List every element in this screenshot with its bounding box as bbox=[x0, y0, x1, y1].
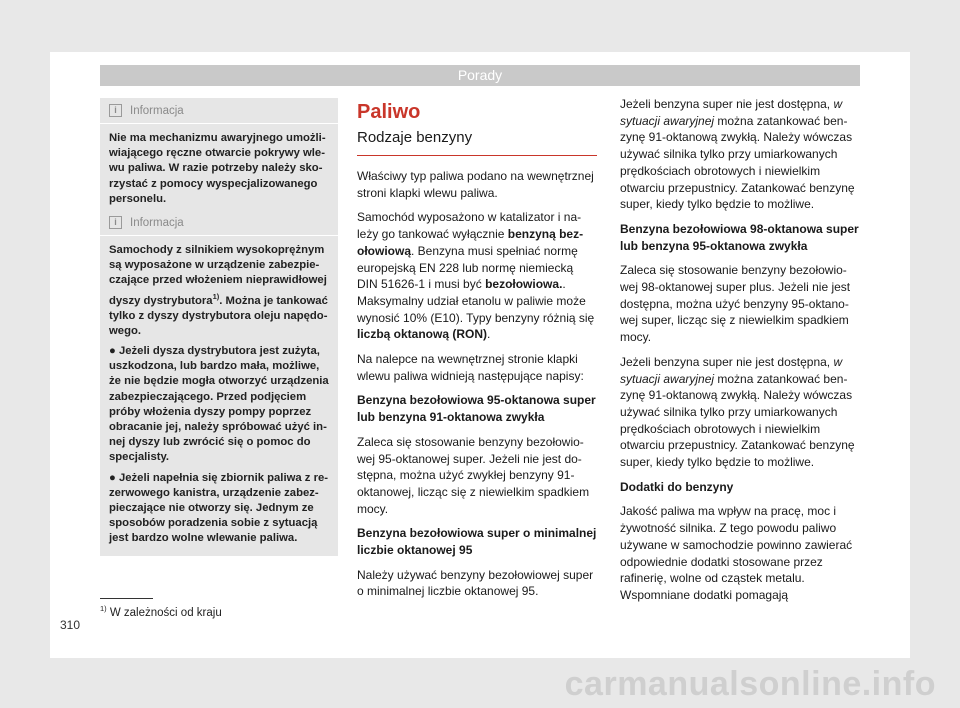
page-number: 310 bbox=[60, 618, 81, 632]
paragraph: Jakość paliwa ma wpływ na pracę, moc i żywotność silnika. Z tego powodu paliwo używane w samochodzie powinno zawierać odpowiednie dodatki stosowane przez rafinerię, wolne od cząstek metalu. Wspomniane dodatki pomagają bbox=[620, 504, 853, 602]
info-box-body bbox=[100, 124, 338, 216]
subheading: Benzyna bezołowiowa super o minimalnej liczbie oktanowej 95 bbox=[357, 526, 597, 558]
info-box-header bbox=[100, 210, 338, 236]
subsection-divider bbox=[357, 155, 597, 156]
info-box-body bbox=[100, 236, 338, 556]
info-box-intro: Samochody z silnikiem wysokoprężnym są wyposażone w urządzenie zabezpieczające przed włożeniem nieprawidłowej dyszy dystrybutora$^{1)}$. Można je tankować tylko z dyszy dystrybutora oleju napędowego. bbox=[109, 244, 328, 337]
subsection-title: Rodzaje benzyny bbox=[357, 129, 473, 146]
info-box-label: Informacja bbox=[130, 104, 184, 117]
info-box-1 bbox=[100, 98, 338, 216]
paragraph: Samochód wyposażono w katalizator i należy go tankować wyłącznie benzyną bezołowiową. Benzyna musi spełniać normę europejską EN 228 lub normę niemiecką DIN 51626-1 i musi być bezołowiowa.. Maksymalny udział etanolu w paliwie może wynosić 10% (E10). Typy benzyny różnią się liczbą oktanową (RON). bbox=[357, 210, 595, 342]
subheading: Dodatki do benzyny bbox=[620, 479, 734, 494]
info-box-2 bbox=[100, 210, 338, 556]
paragraph: Jeżeli benzyna super nie jest dostępna, w sytuacji awaryjnej można zatankować benzynę 91-oktanową zwykłą. Należy wówczas używać silnika tylko przy umiarkowanych prędkościach obrotowych i niewielkim otwarciu przepustnicy. Zatankować benzynę super, kiedy tylko będzie to możliwe. bbox=[620, 354, 855, 470]
footnote-ref: 1) bbox=[212, 291, 220, 301]
main-column-2 bbox=[620, 96, 860, 612]
info-box-text: Nie ma mechanizmu awaryjnego umożliwiającego ręczne otwarcie pokrywy wlewu paliwa. W razie potrzeby należy skorzystać z pomocy wyspecjalizowanego personelu. bbox=[109, 132, 326, 205]
info-box-bullet: ● Jeżeli napełnia się zbiornik paliwa z rezerwowego kanistra, urządzenie zabezpieczające nie otworzy się. Jednym ze sposobów poradzenia sobie z sytuacją jest bardzo wolne wlewanie paliwa. bbox=[109, 471, 329, 545]
footnote-divider bbox=[100, 598, 153, 599]
paragraph: Jeżeli benzyna super nie jest dostępna, w sytuacji awaryjnej można zatankować benzynę 91-oktanową zwykłą. Należy wówczas używać silnika tylko przy umiarkowanych prędkościach obrotowych i niewielkim otwarciu przepustnicy. Zatankować benzynę super, kiedy tylko będzie to możliwe. bbox=[620, 97, 855, 212]
paragraph: Na nalepce na wewnętrznej stronie klapki wlewu paliwa widnieją następujące napisy: bbox=[357, 352, 584, 383]
footnote: $^{1)}$ W zależności od kraju bbox=[100, 604, 222, 619]
subheading: Benzyna bezołowiowa 98-oktanowa super lub benzyna 95-oktanowa zwykła bbox=[620, 221, 859, 253]
info-box-label: Informacja bbox=[130, 216, 184, 229]
paragraph: Zaleca się stosowanie benzyny bezołowiowej 98-oktanowej super plus. Jeżeli nie jest dostępna, można użyć benzyny 95-oktanowej super, licząc się z niewielkim spadkiem mocy. bbox=[620, 263, 851, 345]
info-box-bullet: ● Jeżeli dysza dystrybutora jest zużyta, uszkodzona, lub bardzo mała, możliwe, że nie będzie mogła otworzyć urządzenia zabezpieczającego. Przed podjęciem próby włożenia dyszy pompy poprzez obracanie jej, należy spróbować użyć innej dyszy lub zwrócić się o pomoc do specjalisty. bbox=[109, 344, 329, 464]
watermark: carmanualsonline.info bbox=[564, 665, 936, 703]
footnote-marker: 1) bbox=[100, 604, 107, 613]
page-header: Porady bbox=[100, 65, 860, 86]
paragraph: Należy używać benzyny bezołowiowej super o minimalnej liczbie oktanowej 95. bbox=[357, 567, 594, 599]
paragraph: Właściwy typ paliwa podano na wewnętrznej stroni klapki wlewu paliwa. bbox=[357, 169, 594, 200]
subheading: Benzyna bezołowiowa 95-oktanowa super lub benzyna 91-oktanowa zwykła bbox=[357, 393, 596, 425]
main-column-1 bbox=[357, 96, 597, 608]
info-box-header bbox=[100, 98, 338, 124]
info-icon: i bbox=[109, 104, 122, 117]
paragraph: Zaleca się stosowanie benzyny bezołowiowej 95-oktanowej super. Jeżeli nie jest dostępna, można użyć zwykłej benzyny 91-oktanowej, licząc się z niewielkim spadkiem mocy. bbox=[357, 434, 590, 516]
section-title: Paliwo bbox=[357, 101, 421, 123]
info-icon: i bbox=[109, 216, 122, 229]
